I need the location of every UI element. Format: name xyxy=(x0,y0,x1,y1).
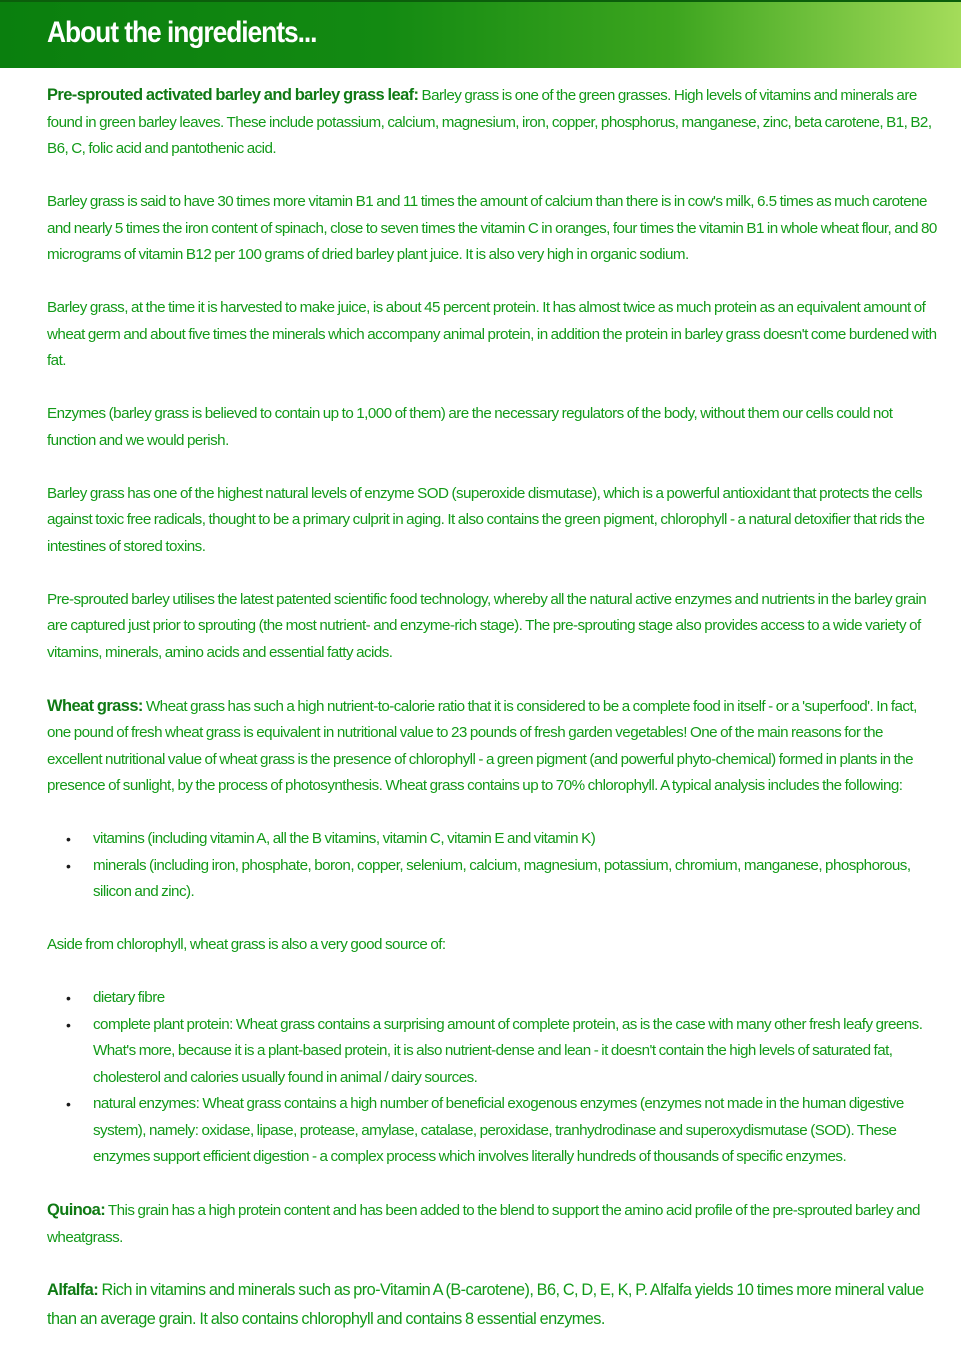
wheatgrass-paragraph-1 xyxy=(47,693,937,800)
wheatgrass-sources-list xyxy=(47,985,937,1171)
bullet-icon: • xyxy=(66,857,71,874)
bullet-icon: • xyxy=(66,831,71,847)
barley-paragraph-5: Barley grass has one of the highest natural levels of enzyme SOD (superoxide dismutase), which is a powerful antioxidant that protects the cells against toxic free radicals, thought to be a primary culprit in aging. It also contains the green pigment, chlorophyll - a natural detoxifier that rids the intestines of stored toxins. xyxy=(47,484,925,555)
wheatgrass-analysis-list xyxy=(47,826,937,906)
barley-text-1: Barley grass is one of the green grasses. High levels of vitamins and minerals are found in green barley leaves. These include potassium, calcium, magnesium, iron, copper, phosphorus, manganese, zinc, beta carotene, B1, B2, B6, C, folic acid and pantothenic acid. xyxy=(47,87,932,157)
list-item: • vitamins (including vitamin A, all the B vitamins, vitamin C, vitamin E and vitamin K) xyxy=(93,826,937,853)
page-title: About the ingredients... xyxy=(47,16,317,49)
wheatgrass-paragraph-2: Aside from chlorophyll, wheat grass is also a very good source of: xyxy=(47,936,446,953)
article-body xyxy=(47,82,937,1360)
bullet-icon: • xyxy=(66,1016,71,1033)
bullet-icon: • xyxy=(66,1096,71,1112)
wheatgrass-text-1: Wheat grass has such a high nutrient-to-calorie ratio that it is considered to be a complete food in itself - or a 'superfood'. In fact, one pound of fresh wheat grass is equivalent in nutritional value to 23 pounds of fresh garden vegetables! One of the main reasons for the excellent nutritional value of wheat grass is the presence of chlorophyll - a green pigment (and powerful phyto-chemical) formed in plants in the presence of sunlight, by the process of photosynthesis. Wheat grass contains up to 70% chlorophyll. A typical analysis includes the following: xyxy=(47,697,917,794)
barley-paragraph-2: Barley grass is said to have 30 times more vitamin B1 and 11 times the amount of calcium than there is in cow's milk, 6.5 times as much carotene and nearly 5 times the iron content of spinach, close to seven times the vitamin C in oranges, four times the vitamin B1 in whole wheat flour, and 80 micrograms of vitamin B12 per 100 grams of dried barley plant juice. It is also very high in organic sodium. xyxy=(47,193,937,263)
list-item: • natural enzymes: Wheat grass contains a high number of beneficial exogenous enzymes (enzymes not made in the human digestive system), namely: oxidase, lipase, protease, amylase, catalase, peroxidase, tranhydrodinase and superoxydismutase (SOD). These enzymes support efficient digestion - a complex process which involves literally hundreds of thousands of specific enzymes. xyxy=(93,1091,937,1171)
list-item: • minerals (including iron, phosphate, boron, copper, selenium, calcium, magnesium, potassium, chromium, manganese, phosphorous, silicon and zinc). xyxy=(93,853,937,906)
quinoa-text: This grain has a high protein content and has been added to the blend to support the amino acid profile of the pre-sprouted barley and wheatgrass. xyxy=(47,1202,920,1246)
wheatgrass-heading: Wheat grass: xyxy=(47,696,143,715)
barley-paragraph-3: Barley grass, at the time it is harvested to make juice, is about 45 percent protein. It has almost twice as much protein as an equivalent amount of wheat germ and about five times the minerals which accompany animal protein, in addition the protein in barley grass doesn't come burdened with fat. xyxy=(47,299,937,369)
alfalfa-text: Rich in vitamins and minerals such as pro-Vitamin A (B-carotene), B6, C, D, E, K, P. Alfalfa yields 10 times more mineral value than an average grain. It also contains chlorophyll and contains 8 essential enzymes. xyxy=(47,1280,924,1328)
alfalfa-paragraph xyxy=(47,1276,937,1334)
barley-paragraph-6: Pre-sprouted barley utilises the latest patented scientific food technology, whereby all the natural active enzymes and nutrients in the barley grain are captured just prior to sprouting (the most nutrient- and enzyme-rich stage). The pre-sprouting stage also provides access to a wide variety of vitamins, minerals, amino acids and essential fatty acids. xyxy=(47,590,927,661)
bullet-icon: • xyxy=(66,990,71,1006)
alfalfa-heading: Alfalfa: xyxy=(47,1280,99,1299)
quinoa-paragraph xyxy=(47,1197,937,1251)
quinoa-heading: Quinoa: xyxy=(47,1201,106,1219)
list-item: • dietary fibre xyxy=(93,985,937,1012)
header-bar xyxy=(0,0,961,68)
barley-paragraph-4: Enzymes (barley grass is believed to contain up to 1,000 of them) are the necessary regulators of the body, without them our cells could not function and we would perish. xyxy=(47,405,893,449)
barley-paragraph-1 xyxy=(47,82,937,163)
list-item: • complete plant protein: Wheat grass contains a surprising amount of complete protein, as is the case with many other fresh leafy greens. What's more, because it is a plant-based protein, it is also nutrient-dense and lean - it doesn't contain the high levels of saturated fat, cholesterol and calories usually found in animal / dairy sources. xyxy=(93,1012,937,1092)
barley-heading: Pre-sprouted activated barley and barley grass leaf: xyxy=(47,86,419,104)
